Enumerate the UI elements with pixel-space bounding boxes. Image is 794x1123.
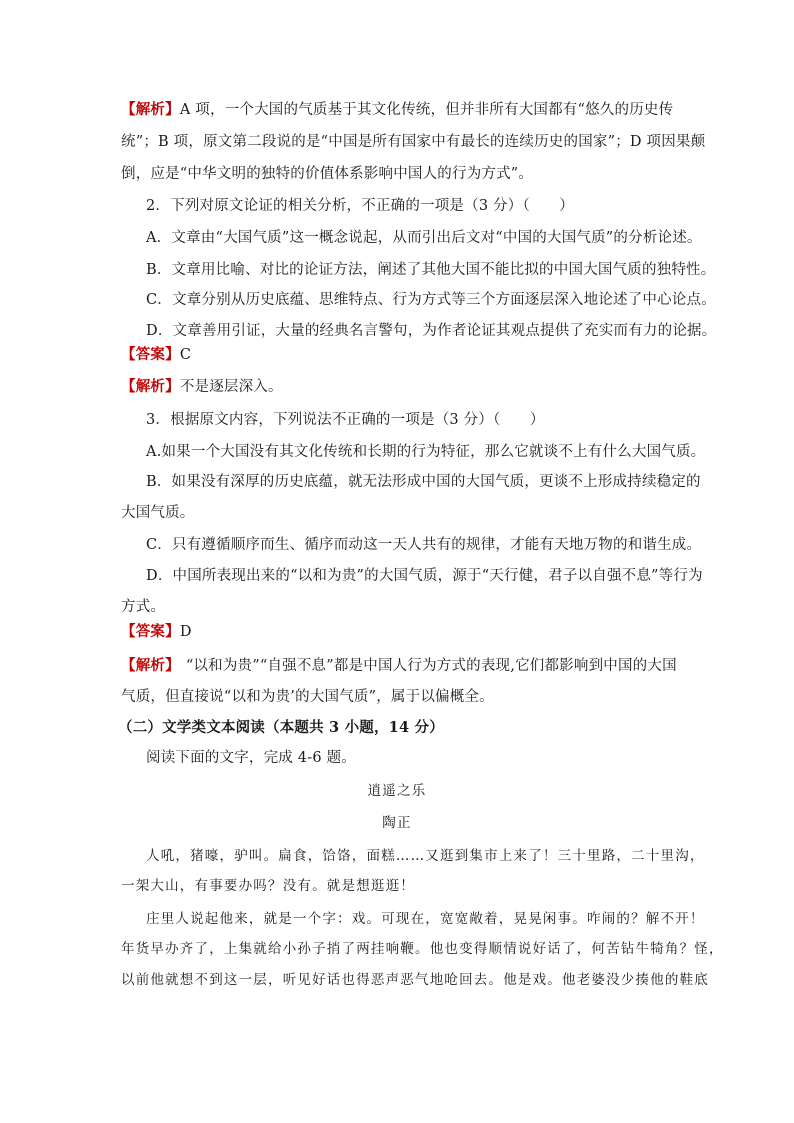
question-2-answer: 【答案】C (121, 346, 192, 363)
analysis-tag: 【解析】 (121, 378, 180, 395)
analysis-paragraph-1-line-3: 倒，应是“中华文明的独特的价值体系影响中国人的行为方式”。 (121, 166, 534, 182)
question-2-option-d: D．文章善用引证，大量的经典名言警句，为作者论证其观点提供了充实而有力的论据。 (146, 323, 717, 339)
answer-tag: 【答案】 (121, 623, 180, 640)
question-3-option-b-line-1: B．如果没有深厚的历史底蕴，就无法形成中国的大国气质，更谈不上形成持续稳定的 (146, 474, 701, 490)
question-3-option-b-line-2: 大国气质。 (121, 505, 195, 521)
question-3-option-a: A.如果一个大国没有其文化传统和长期的行为特征，那么它就谈不上有什么大国气质。 (146, 444, 706, 460)
story-author: 陶正 (382, 815, 412, 831)
question-2-option-c: C．文章分别从历史底蕴、思维特点、行为方式等三个方面逐层深入地论述了中心论点。 (146, 292, 716, 308)
answer-tag: 【答案】 (121, 346, 180, 363)
section-title: （二）文学类文本阅读（本题共 3 小题，14 分） (118, 719, 444, 736)
question-2-analysis: 【解析】不是逐层深入。 (121, 378, 283, 395)
story-paragraph-1-line-2: 一架大山，有事要办吗？没有。就是想逛逛！ (121, 878, 415, 894)
analysis-tag: 【解析】 (121, 657, 180, 674)
analysis-paragraph-1-line-2: 统”；B 项，原文第二段说的是“中国是所有国家中有最长的连续历史的国家”；D 项因果颠 (121, 134, 706, 150)
reading-instruction: 阅读下面的文字，完成 4-6 题。 (146, 750, 356, 766)
story-paragraph-2-line-1: 庄里人说起他来，就是一个字：戏。可现在，宽宽敞着，晃晃闲事。咋闹的？解不开！ (146, 911, 705, 927)
story-paragraph-2-line-2: 年货早办齐了，上集就给小孙子捎了两挂响鞭。他也变得顺情说好话了，何苦钻牛犄角？怪， (121, 941, 724, 957)
question-2-option-b: B．文章用比喻、对比的论证方法，阐述了其他大国不能比拟的中国大国气质的独特性。 (146, 262, 716, 278)
question-3-option-d-line-2: 方式。 (121, 599, 166, 615)
question-2-stem: 2．下列对原文论证的相关分析，不正确的一项是（3 分）（ ） (146, 198, 575, 214)
story-paragraph-1-line-1: 人吼，猪嚎，驴叫。扁食，饸饹，面糕……又逛到集市上来了！三十里路，二十里沟， (146, 848, 705, 864)
question-3-analysis-line-1: 【解析】 “以和为贵”“自强不息”都是中国人行为方式的表现,它们都影响到中国的大国 (121, 657, 677, 674)
story-paragraph-2-line-3: 以前他就想不到这一层，听见好话也得恶声恶气地呛回去。他是戏。他老婆没少揍他的鞋底 (121, 972, 709, 988)
analysis-paragraph-1-line-1: 【解析】A 项，一个大国的气质基于其文化传统，但并非所有大国都有“悠久的历史传 (121, 101, 674, 118)
question-3-analysis-line-2: 气质，但直接说“以和为贵’的大国气质”，属于以偏概全。 (121, 689, 494, 705)
question-3-option-d-line-1: D．中国所表现出来的“以和为贵”的大国气质，源于“天行健，君子以自强不息”等行为 (146, 568, 703, 584)
story-title: 逍遥之乐 (367, 783, 427, 799)
analysis-tag: 【解析】 (121, 101, 180, 118)
question-3-answer: 【答案】D (121, 623, 192, 640)
question-2-option-a: A．文章由“大国气质”这一概念说起，从而引出后文对“中国的大国气质”的分析论述。 (146, 230, 702, 246)
question-3-stem: 3．根据原文内容，下列说法不正确的一项是（3 分）（ ） (146, 412, 545, 428)
question-3-option-c: C．只有遵循顺序而生、循序而动这一天人共有的规律，才能有天地万物的和谐生成。 (146, 537, 702, 553)
